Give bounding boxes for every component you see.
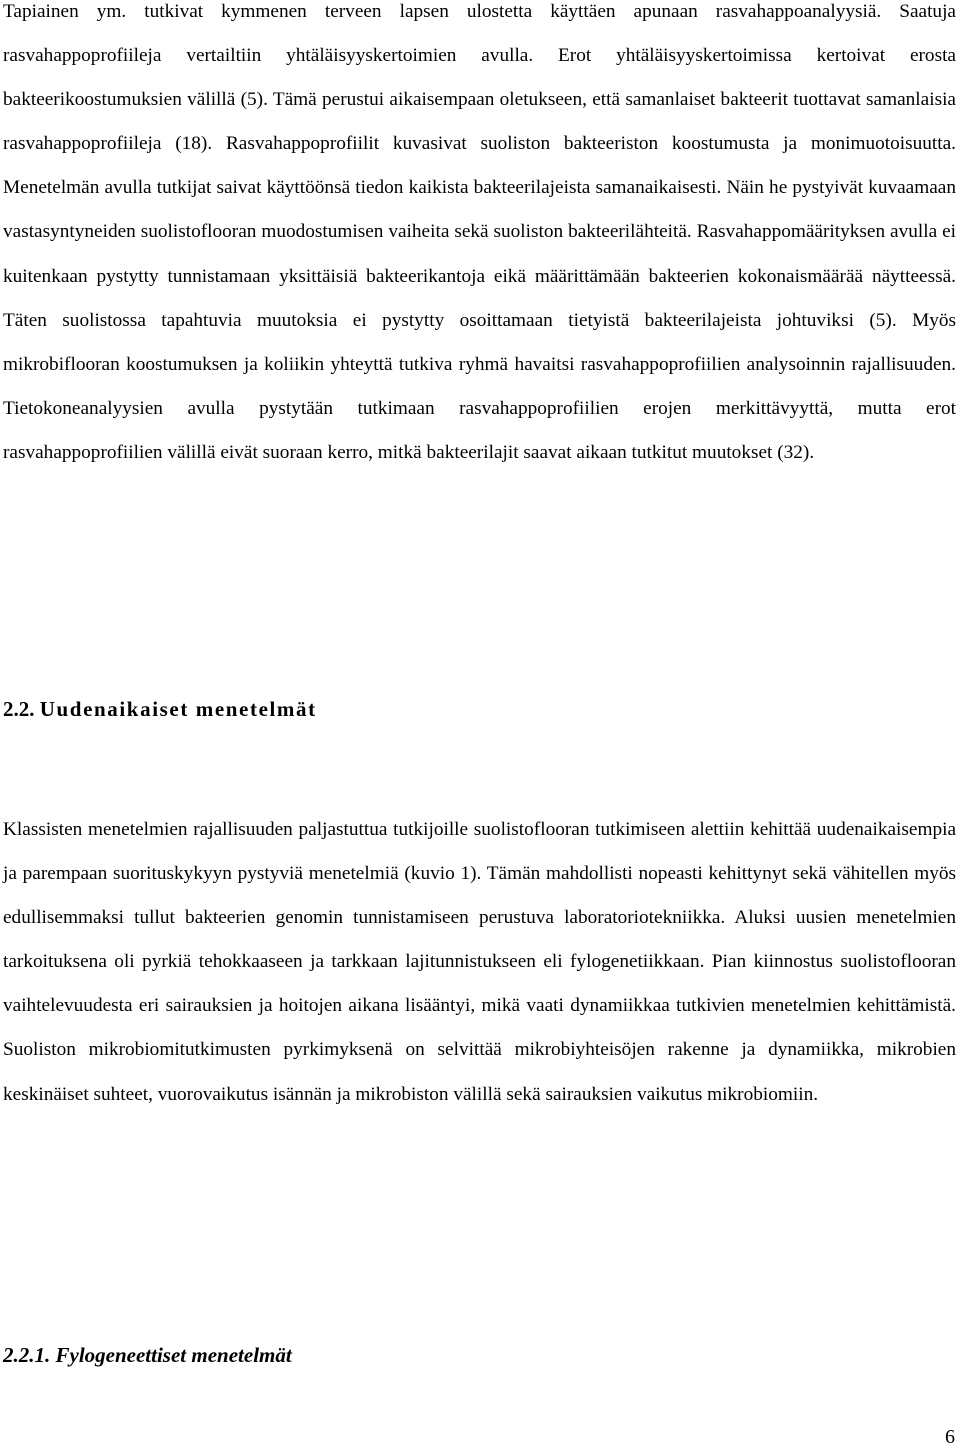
section-title: Uudenaikaiset menetelmät bbox=[39, 697, 317, 721]
subsection-number: 2.2.1. bbox=[3, 1343, 51, 1367]
body-paragraph-fatty-acid-analysis: Tapiainen ym. tutkivat kymmenen terveen lapsen ulostetta käyttäen apunaan rasvahappoanalyysiä. Saatuja rasvahappoprofiileja vertailtiin yhtäläisyyskertoimien avulla. Erot yhtäläisyyskertoimissa kertoivat erosta bakteerikoostumuksien välillä (5). Tämä perustui aikaisempaan oletukseen, että samanlaiset bakteerit tuottavat samanlaisia rasvahappoprofiileja (18). Rasvahappoprofiilit kuvasivat suoliston bakteeriston koostumusta ja monimuotoisuutta. Menetelmän avulla tutkijat saivat käyttöönsä tiedon kaikista bakteerilajeista samanaikaisesti. Näin he pystyivät kuvaamaan vastasyntyneiden suolistoflooran muodostumisen vaiheita sekä suoliston bakteerilähteitä. Rasvahappomäärityksen avulla ei kuitenkaan pystytty tunnistamaan yksittäisiä bakteerikantoja eikä määrittämään bakteerien kokonaismäärää näytteessä. Täten suolistossa tapahtuvia muutoksia ei pystytty osoittamaan tietyistä bakteerilajeista johtuviksi (5). Myös mikrobiflooran koostumuksen ja koliikin yhteyttä tutkiva ryhmä havaitsi rasvahappoprofiilien analysoinnin rajallisuuden. Tietokoneanalyysien avulla pystytään tutkimaan rasvahappoprofiilien erojen merkittävyyttä, mutta erot rasvahappoprofiilien välillä eivät suoraan kerro, mitkä bakteerilajit saavat aikaan tutkitut muutokset (32). bbox=[3, 1, 956, 463]
section-heading bbox=[3, 694, 317, 724]
section-number: 2.2. bbox=[3, 697, 35, 721]
page-number: 6 bbox=[945, 1426, 955, 1448]
subsection-heading bbox=[3, 1340, 292, 1370]
body-paragraph-modern-methods: Klassisten menetelmien rajallisuuden paljastuttua tutkijoille suolistoflooran tutkimiseen alettiin kehittää uudenaikaisempia ja parempaan suorituskykyyn pystyviä menetelmiä (kuvio 1). Tämän mahdollisti nopeasti kehittynyt sekä vähitellen myös edullisemmaksi tullut bakteerien genomin tunnistamiseen perustuva laboratoriotekniikka. Aluksi uusien menetelmien tarkoituksena oli pyrkiä tehokkaaseen ja tarkkaan lajitunnistukseen eli fylogenetiikkaan. Pian kiinnostus suolistoflooran vaihtelevuudesta eri sairauksien ja hoitojen aikana lisääntyi, mikä vaati dynamiikkaa tutkivien menetelmien kehittämistä. Suoliston mikrobiomitutkimusten pyrkimyksenä on selvittää mikrobiyhteisöjen rakenne ja dynamiikka, mikrobien keskinäiset suhteet, vuorovaikutus isännän ja mikrobiston välillä sekä sairauksien vaikutus mikrobiomiin. bbox=[3, 819, 956, 1105]
subsection-title: Fylogeneettiset menetelmät bbox=[55, 1343, 292, 1367]
